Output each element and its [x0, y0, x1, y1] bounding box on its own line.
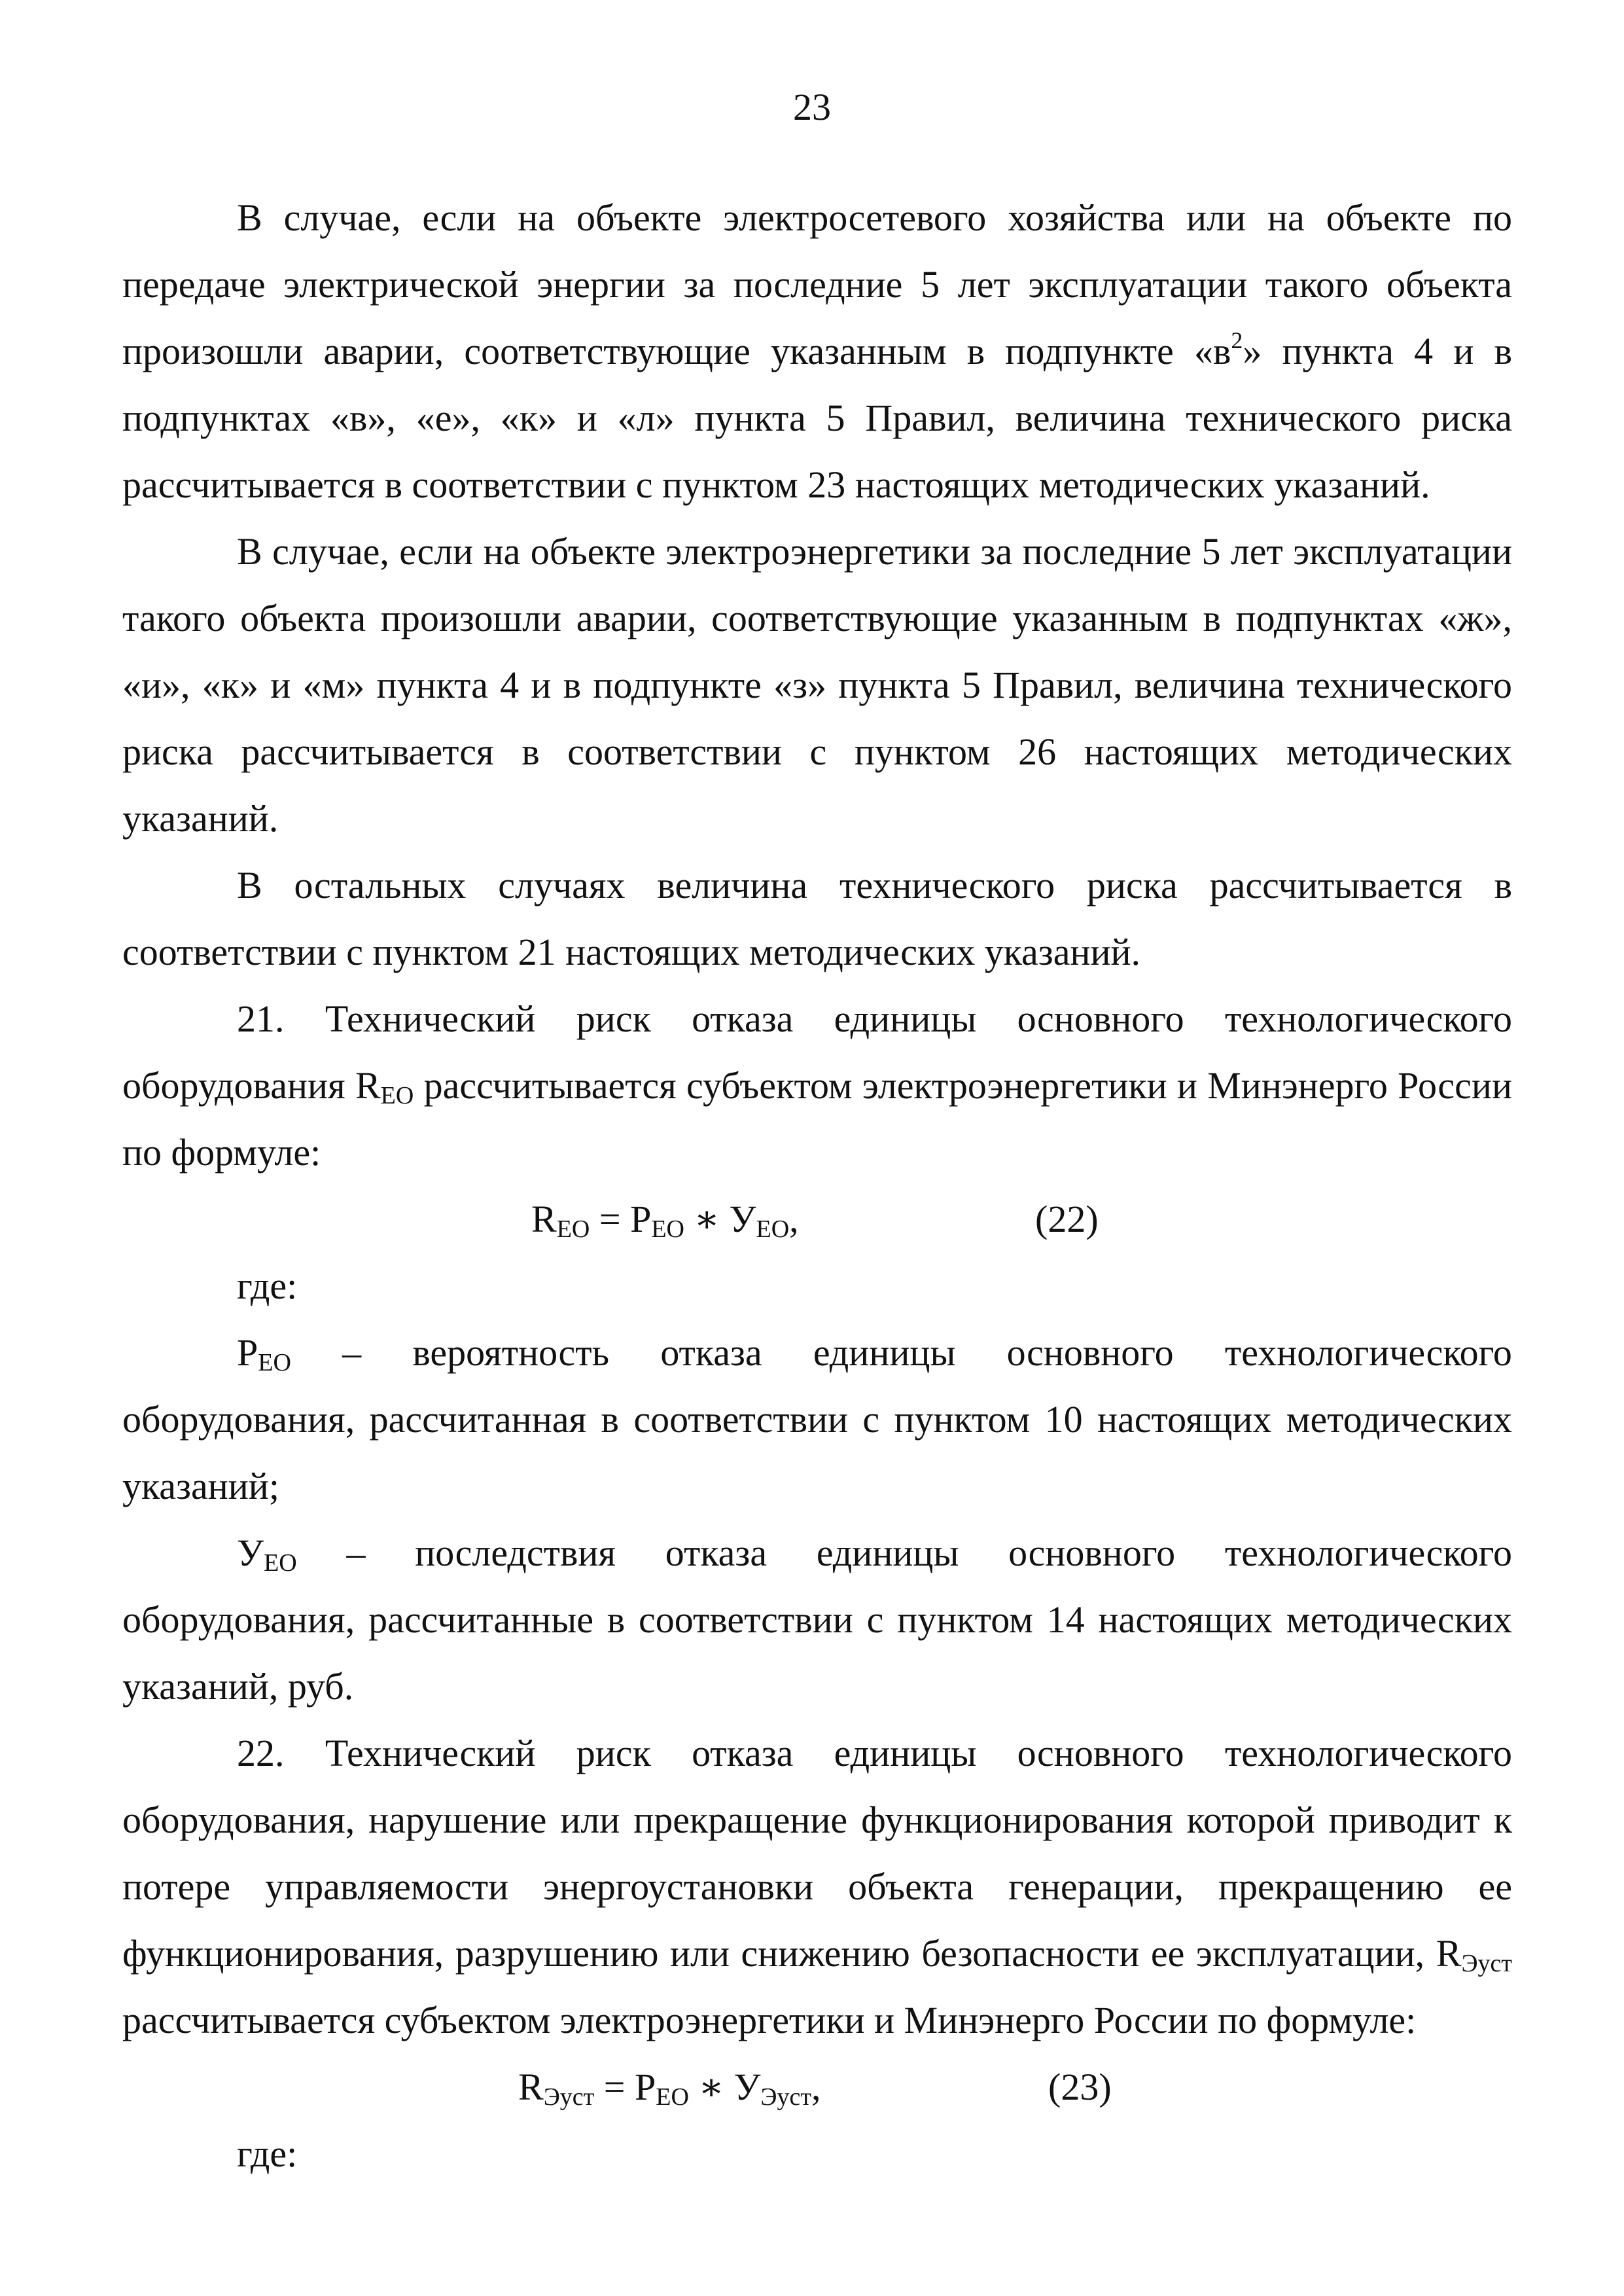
paragraph-power-grid-accidents	[122, 185, 1512, 518]
definition-word: –	[346, 1532, 366, 1574]
formula-symbol: R	[518, 2066, 544, 2108]
paragraph-item-22	[122, 1720, 1512, 2054]
formula-subscript: ЕО	[656, 2083, 689, 2111]
formula-symbol: P	[634, 2066, 656, 2108]
definition-word: единицы	[816, 1532, 959, 1574]
where-label: где:	[237, 1265, 298, 1307]
definition-continuation: оборудования, рассчитанные в соответствии с пунктом 14 настоящих методических указаний, руб.	[122, 1598, 1512, 1708]
formula-operator: =	[590, 1198, 631, 1240]
definition-word: последствия	[415, 1532, 616, 1574]
formula-punctuation: ,	[789, 1198, 799, 1240]
superscript: 2	[1231, 327, 1243, 353]
definition-word: отказа	[660, 1331, 762, 1374]
where-label: где:	[237, 2132, 298, 2175]
definition-word: основного	[1008, 1532, 1176, 1574]
paragraph-other-cases: В остальных случаях величина технического риска рассчитывается в соответствии с пунктом 21 настоящих методических указаний.	[122, 864, 1512, 973]
definition-word: основного	[1006, 1331, 1174, 1374]
formula-subscript: ЕО	[651, 1215, 684, 1243]
subscript: Эуст	[1461, 1950, 1512, 1977]
formula-symbol: У	[733, 2066, 761, 2108]
paragraph-text: В случае, если на объекте электросетевого хозяйства или на объекте по передаче электрической энергии за последние 5 лет эксплуатации такого объекта произошли аварии, соответствующие указанным в подпункте «в	[122, 196, 1512, 372]
formula-22	[122, 1186, 1512, 1253]
formula-subscript: Эуст	[543, 2083, 595, 2111]
definition-word: технологического	[1224, 1532, 1512, 1574]
page-number: 23	[793, 86, 831, 128]
definition-continuation: оборудования, рассчитанная в соответствии с пунктом 10 настоящих методических указаний;	[122, 1398, 1512, 1507]
subscript: ЕО	[380, 1082, 414, 1109]
definition-word: единицы	[813, 1331, 956, 1374]
document-body	[122, 185, 1512, 2187]
paragraph-text: рассчитывается субъектом электроэнергетики и Минэнерго России по формуле:	[122, 1064, 1512, 1174]
formula-punctuation: ,	[811, 2066, 821, 2108]
definition-word: –	[342, 1331, 362, 1374]
definition-word: технологического	[1224, 1331, 1512, 1374]
formula-operator: =	[594, 2066, 635, 2108]
formula-operator: ∗	[684, 1198, 730, 1240]
paragraph-item-21	[122, 986, 1512, 1186]
formula-symbol: У	[729, 1198, 756, 1240]
definition-word: отказа	[665, 1532, 768, 1574]
definition-consequences	[122, 1520, 1512, 1587]
definition-probability	[122, 1319, 1512, 1386]
formula-expression	[518, 2054, 821, 2121]
formula-23	[122, 2054, 1512, 2121]
formula-symbol: R	[531, 1198, 557, 1240]
definition-symbol: $У_{ЕО}$	[237, 1532, 297, 1577]
formula-subscript: ЕО	[756, 1215, 790, 1243]
formula-subscript: ЕО	[556, 1215, 590, 1243]
paragraph-text: рассчитывается субъектом электроэнергетики и Минэнерго России по формуле:	[122, 1999, 1417, 2041]
formula-operator: ∗	[688, 2066, 734, 2108]
formula-number: (23)	[1048, 2066, 1112, 2108]
paragraph-power-facility-accidents: В случае, если на объекте электроэнергетики за последние 5 лет эксплуатации такого объекта произошли аварии, соответствующие указанным в подпунктах «ж», «и», «к» и «м» пункта 4 и в подпункте «з» пункта 5 Правил, величина технического риска рассчитывается в соответствии с пунктом 26 настоящих методических указаний.	[122, 530, 1512, 840]
formula-expression	[531, 1186, 799, 1253]
paragraph-text: 21. Технический риск отказа единицы основного технологического оборудования R	[122, 997, 1512, 1107]
definition-word: вероятность	[412, 1331, 610, 1374]
paragraph-text: » пункта 4 и в подпунктах «в», «е», «к» и «л» пункта 5 Правил, величина технического риска рассчитывается в соответствии с пунктом 23 настоящих методических указаний.	[122, 330, 1512, 506]
formula-subscript: Эуст	[760, 2083, 811, 2111]
formula-number: (22)	[1035, 1198, 1099, 1240]
formula-symbol: P	[630, 1198, 652, 1240]
paragraph-text: 22. Технический риск отказа единицы основного технологического оборудования, нарушение или прекращение функционирования которой приводит к потере управляемости энергоустановки объекта генерации, прекращению ее функционирования, разрушению или снижению безопасности ее эксплуатации, R	[122, 1732, 1512, 1975]
definition-symbol: $P_{ЕО}$	[237, 1331, 291, 1376]
